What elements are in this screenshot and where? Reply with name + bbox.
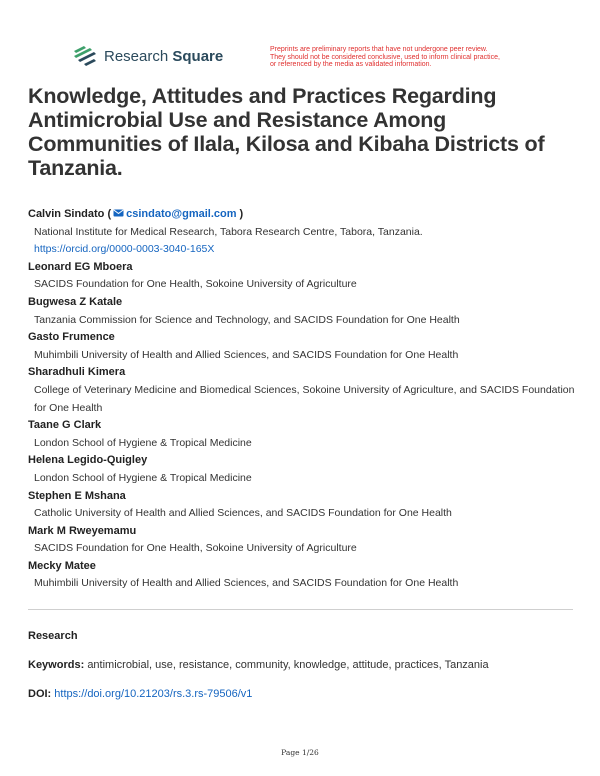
notice-line: or referenced by the media as validated information.: [270, 61, 432, 68]
author-affiliation: College of Veterinary Medicine and Biomedical Sciences, Sokoine University of Agriculture, and SACIDS Foundation for One Health: [34, 383, 575, 414]
keywords-text: antimicrobial, use, resistance, community, knowledge, attitude, practices, Tanzania: [87, 659, 489, 671]
author-affiliation: SACIDS Foundation for One Health, Sokoine University of Agriculture: [34, 278, 357, 291]
author-entry: [28, 329, 576, 364]
author-affiliation: SACIDS Foundation for One Health, Sokoine University of Agriculture: [34, 542, 357, 555]
author-entry: [28, 259, 576, 294]
keywords-label: Keywords:: [28, 659, 85, 671]
author-name: Leonard EG Mboera: [28, 260, 133, 273]
corresponding-author: [28, 206, 576, 259]
research-square-logo-icon: [72, 46, 98, 66]
author-name: Bugwesa Z Katale: [28, 295, 123, 308]
page-number: Page 1/26: [281, 748, 319, 757]
paren-open: (: [107, 208, 112, 220]
paren-close: ): [239, 208, 244, 220]
orcid-link[interactable]: https://orcid.org/0000-0003-3040-165X: [34, 243, 215, 256]
brand-name: [104, 48, 223, 65]
author-affiliation: Muhimbili University of Health and Allied Sciences, and SACIDS Foundation for One Health: [34, 577, 459, 590]
brand-part-1: Research: [104, 47, 169, 65]
doi-line: [28, 688, 252, 700]
author-affiliation: Tanzania Commission for Science and Technology, and SACIDS Foundation for One Health: [34, 313, 460, 326]
keywords-line: [28, 659, 489, 671]
notice-line: Preprints are preliminary reports that have not undergone peer review.: [270, 46, 488, 53]
doi-link[interactable]: https://doi.org/10.21203/rs.3.rs-79506/v1: [54, 688, 253, 700]
author-entry: [28, 294, 576, 329]
author-affiliation: London School of Hygiene & Tropical Medicine: [34, 471, 252, 484]
author-entry: [28, 364, 576, 417]
email-link[interactable]: [111, 208, 236, 220]
author-entry: [28, 523, 576, 558]
author-name: Mecky Matee: [28, 559, 96, 572]
doi-label: DOI:: [28, 688, 52, 700]
author-name: Taane G Clark: [28, 419, 102, 432]
header: [72, 46, 532, 72]
email-address: csindato@gmail.com: [126, 208, 237, 220]
section-divider: [28, 609, 573, 610]
preprint-notice: [270, 46, 538, 69]
author-name: Stephen E Mshana: [28, 489, 126, 502]
notice-line: They should not be considered conclusive, used to inform clinical practice,: [270, 53, 500, 61]
author-name: Mark M Rweyemamu: [28, 524, 137, 537]
author-list: [28, 206, 576, 593]
author-affiliation: Muhimbili University of Health and Allied Sciences, and SACIDS Foundation for One Health: [34, 348, 459, 361]
author-affiliation: Catholic University of Health and Allied Sciences, and SACIDS Foundation for One Health: [34, 507, 452, 520]
author-entry: [28, 452, 576, 487]
author-affiliation: National Institute for Medical Research, Tabora Research Centre, Tabora, Tanzania.: [34, 225, 423, 238]
envelope-icon: [113, 209, 124, 217]
author-name-line: [28, 206, 576, 224]
research-square-logo[interactable]: [72, 46, 223, 66]
author-entry: [28, 558, 576, 593]
author-name: Gasto Frumence: [28, 331, 115, 344]
author-name: Helena Legido-Quigley: [28, 454, 148, 467]
brand-part-2: Square: [172, 47, 224, 65]
author-entry: [28, 488, 576, 523]
paper-title: Knowledge, Attitudes and Practices Regarding Antimicrobial Use and Resistance Among Communities of Ilala, Kilosa and Kibaha Districts of Tanzania.: [28, 84, 545, 180]
author-name: Sharadhuli Kimera: [28, 366, 126, 379]
author-entry: [28, 417, 576, 452]
author-name: Calvin Sindato: [28, 208, 105, 220]
author-affiliation: London School of Hygiene & Tropical Medicine: [34, 436, 252, 449]
article-type: Research: [28, 630, 78, 642]
